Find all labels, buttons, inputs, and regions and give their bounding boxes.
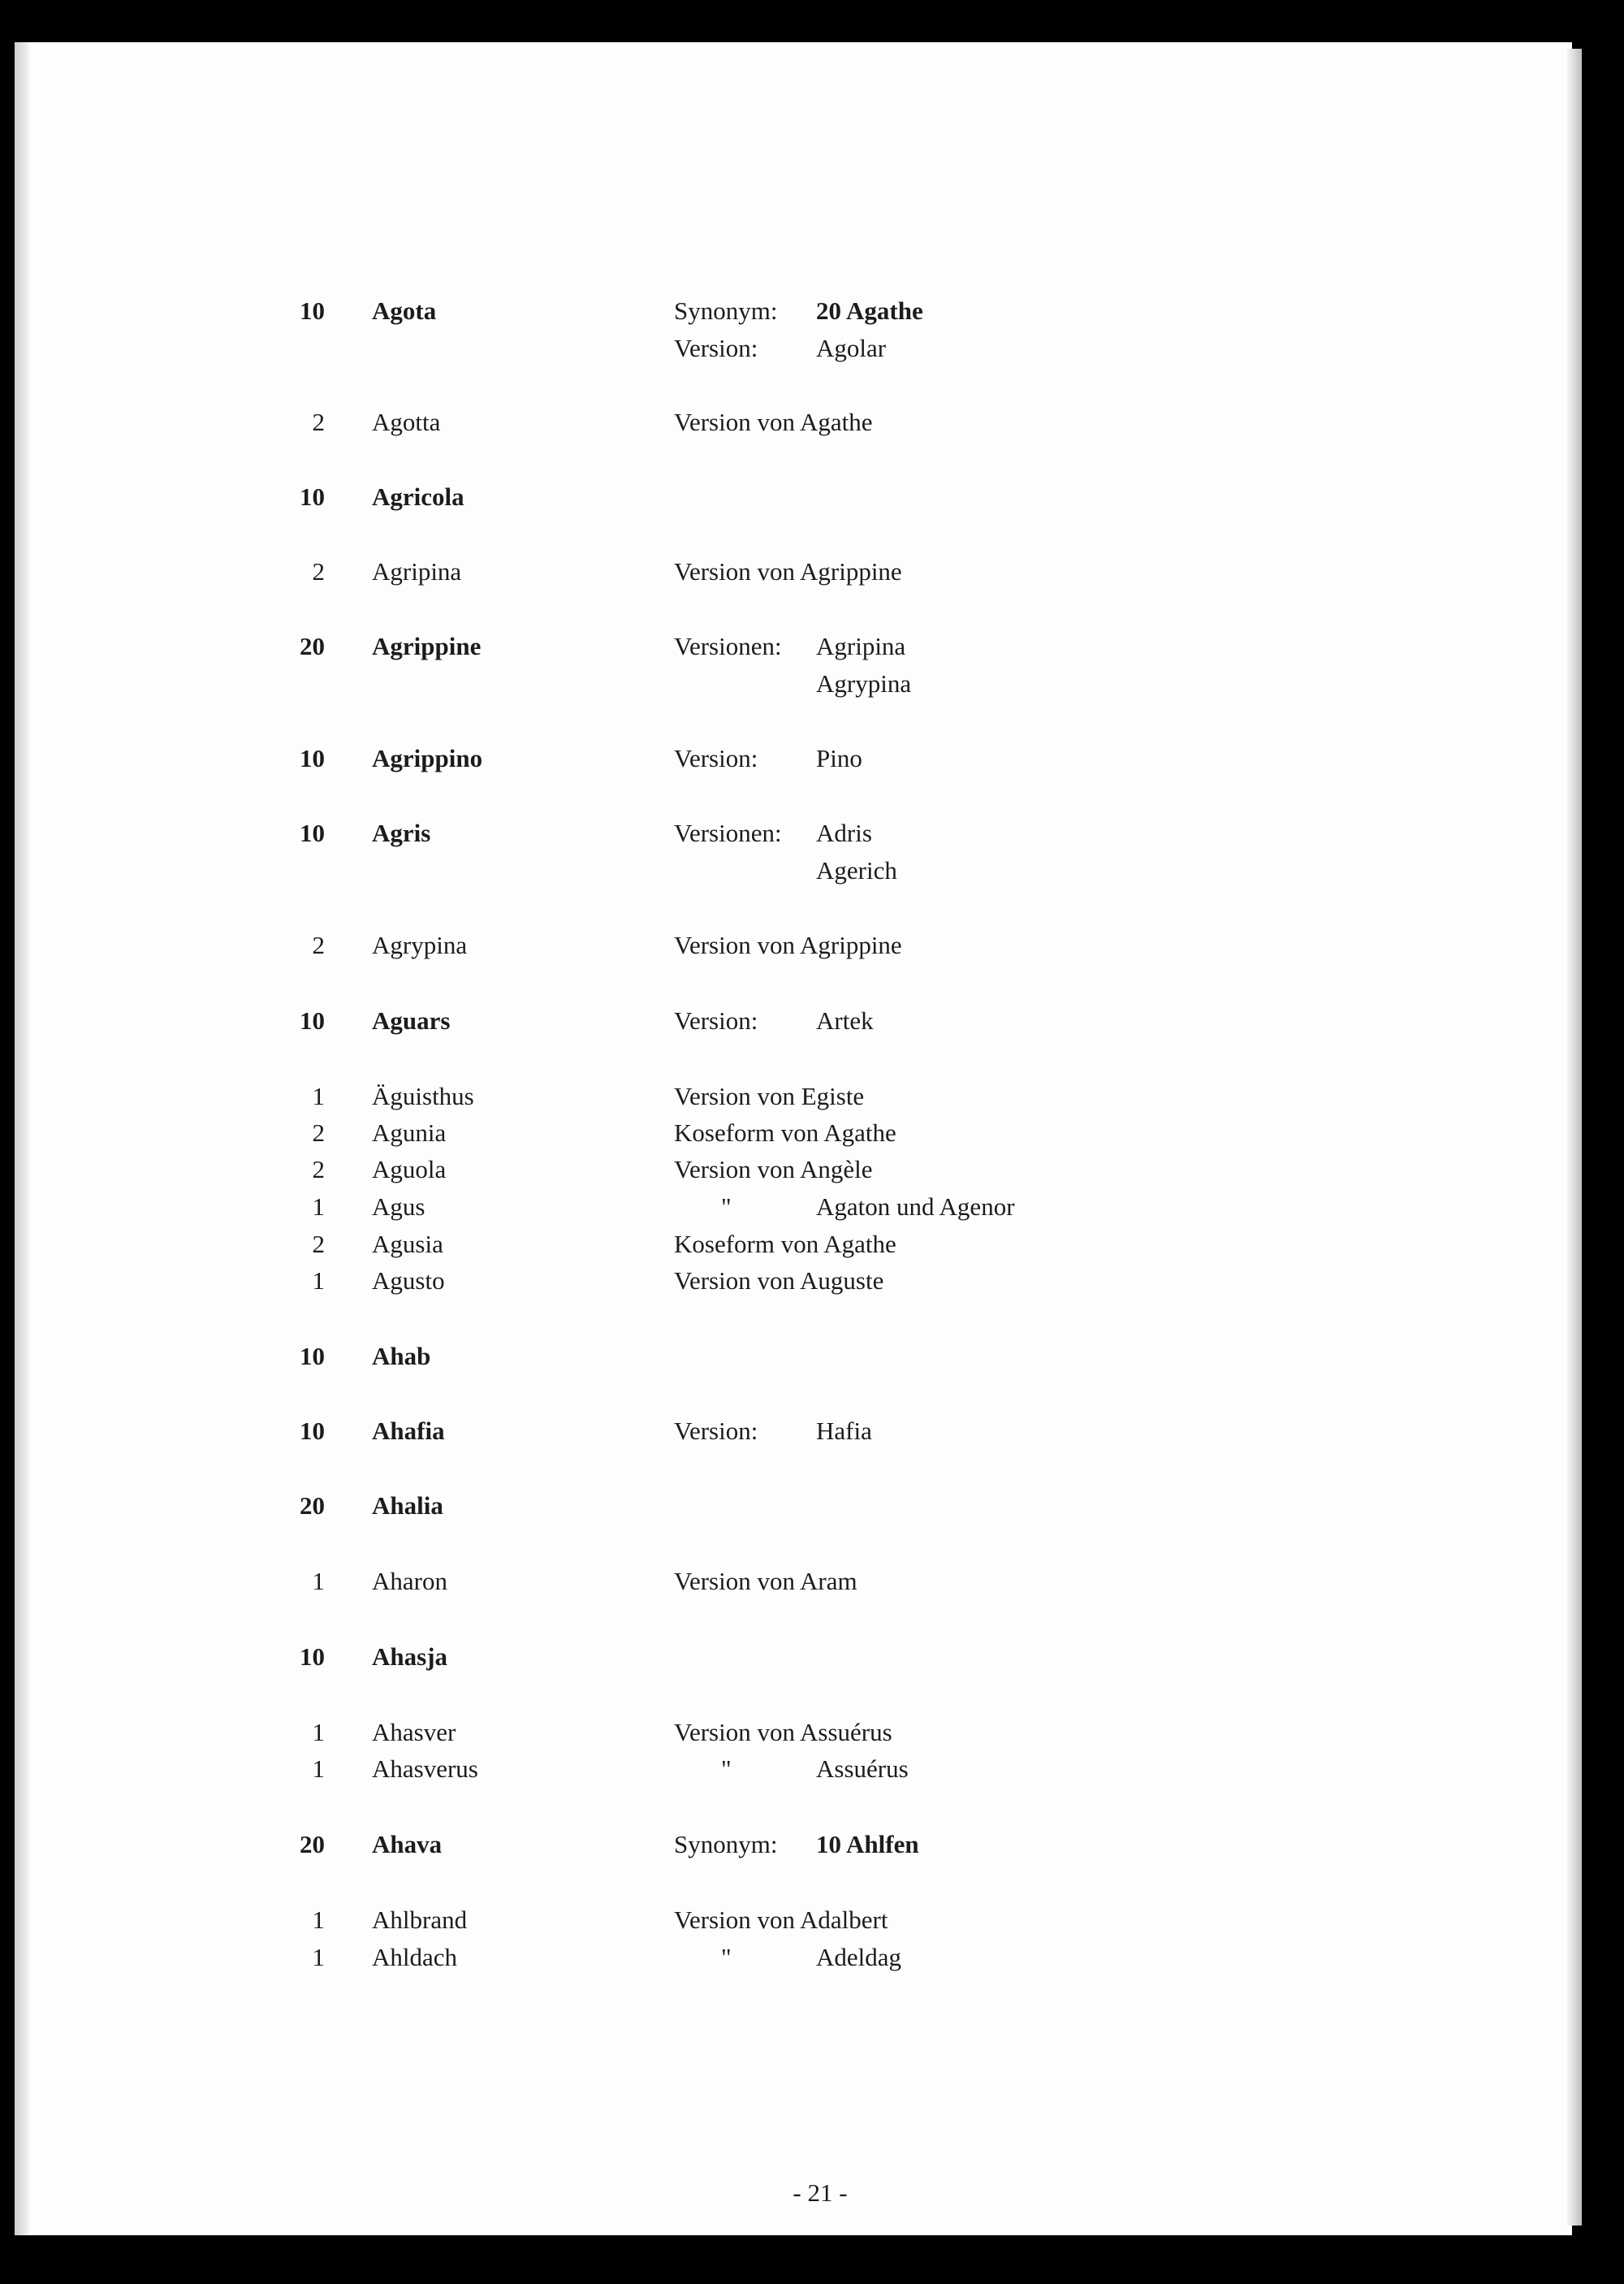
- name-entry: Aharon: [372, 1567, 447, 1595]
- variant-label: ": [721, 1943, 732, 1971]
- name-entry: Ahasver: [372, 1718, 456, 1746]
- variant-label: Version:: [674, 334, 758, 362]
- variant-line: [0, 1714, 1624, 1751]
- name-frequency: 2: [312, 1155, 325, 1183]
- list-item: [0, 1638, 1624, 1676]
- name-entry: Aguars: [372, 1006, 451, 1035]
- name-entry: Agrippino: [372, 744, 483, 772]
- name-entry: Ahlbrand: [372, 1905, 468, 1934]
- variant-label: Version:: [674, 1006, 758, 1035]
- name-frequency: 1: [312, 1082, 325, 1110]
- name-frequency: 20: [300, 1830, 325, 1858]
- name-entry: Agripina: [372, 557, 462, 586]
- name-frequency: 2: [312, 1230, 325, 1258]
- page-number: - 21 -: [793, 2178, 848, 2207]
- variant-line: [0, 1750, 1624, 1788]
- name-frequency: 2: [312, 408, 325, 436]
- name-frequency: 1: [312, 1567, 325, 1595]
- variant-line: [0, 1412, 1624, 1450]
- name-frequency: 1: [312, 1192, 325, 1221]
- variant-label: Synonym:: [674, 1830, 778, 1858]
- variant-value: Assuérus: [816, 1754, 909, 1783]
- variant-line: [0, 1151, 1624, 1188]
- name-entry: Ahafia: [372, 1417, 445, 1445]
- name-entry: Agusto: [372, 1266, 445, 1295]
- variant-line: [0, 553, 1624, 590]
- name-frequency: 2: [312, 557, 325, 586]
- name-frequency: 10: [300, 296, 325, 325]
- variant-line: [0, 1114, 1624, 1152]
- name-frequency: 1: [312, 1754, 325, 1783]
- name-entry: Agusia: [372, 1230, 443, 1258]
- name-entry: Ahab: [372, 1342, 431, 1370]
- name-entry: Ahasverus: [372, 1754, 478, 1783]
- variant-label: Version:: [674, 1417, 758, 1445]
- variant-value: 20 Agathe: [816, 296, 923, 325]
- variant-value: Agolar: [816, 334, 887, 362]
- variant-line: [0, 1826, 1624, 1863]
- variant-label: Versionen:: [674, 819, 782, 847]
- name-entry: Agunia: [372, 1118, 447, 1147]
- name-entry: Ahalia: [372, 1491, 443, 1520]
- variant-label: Version:: [674, 744, 758, 772]
- name-frequency: 20: [300, 1491, 325, 1520]
- name-entry: Äguisthus: [372, 1082, 474, 1110]
- variant-line: [0, 1939, 1624, 1976]
- variant-value: Adris: [816, 819, 872, 847]
- variant-value: 10 Ahlfen: [816, 1830, 919, 1858]
- variant-label: Version von Agrippine: [674, 931, 902, 959]
- variant-value: Artek: [816, 1006, 874, 1035]
- variant-value: Agerich: [816, 856, 897, 885]
- name-entry: Agris: [372, 819, 431, 847]
- variant-label: Version von Aram: [674, 1567, 857, 1595]
- variant-line: [0, 628, 1624, 665]
- name-entry: Agotta: [372, 408, 441, 436]
- variant-label: Koseform von Agathe: [674, 1118, 896, 1147]
- name-frequency: 10: [300, 1417, 325, 1445]
- variant-label: ": [721, 1754, 732, 1783]
- name-frequency: 2: [312, 1118, 325, 1147]
- name-frequency: 1: [312, 1266, 325, 1295]
- name-entry: Agrippine: [372, 632, 482, 660]
- variant-value: Agrypina: [816, 669, 912, 698]
- variant-label: Version von Adalbert: [674, 1905, 888, 1934]
- list-item: [0, 478, 1624, 516]
- name-frequency: 20: [300, 632, 325, 660]
- variant-value: Hafia: [816, 1417, 872, 1445]
- variant-label: Koseform von Agathe: [674, 1230, 896, 1258]
- variant-label: Version von Auguste: [674, 1266, 884, 1295]
- variant-line: [0, 1262, 1624, 1300]
- variant-line: [0, 1226, 1624, 1263]
- variant-label: Version von Angèle: [674, 1155, 873, 1183]
- name-frequency: 2: [312, 931, 325, 959]
- name-frequency: 10: [300, 1642, 325, 1671]
- variant-label: Versionen:: [674, 632, 782, 660]
- name-entry: Agota: [372, 296, 437, 325]
- name-frequency: 10: [300, 482, 325, 511]
- name-frequency: 10: [300, 1342, 325, 1370]
- name-frequency: 10: [300, 1006, 325, 1035]
- name-entry: Ahava: [372, 1830, 443, 1858]
- name-entry: Agricola: [372, 482, 464, 511]
- variant-line: [0, 815, 1624, 852]
- variant-line: [0, 292, 1624, 330]
- variant-label: Version von Egiste: [674, 1082, 865, 1110]
- name-frequency: 1: [312, 1905, 325, 1934]
- variant-line: [0, 852, 1624, 889]
- name-entry: Ahasja: [372, 1642, 448, 1671]
- variant-value: Agripina: [816, 632, 906, 660]
- variant-label: Synonym:: [674, 296, 778, 325]
- name-entry: Ahldach: [372, 1943, 458, 1971]
- name-entry: Agus: [372, 1192, 425, 1221]
- variant-label: Version von Assuérus: [674, 1718, 892, 1746]
- variant-label: Version von Agrippine: [674, 557, 902, 586]
- variant-label: ": [721, 1192, 732, 1221]
- name-frequency: 10: [300, 744, 325, 772]
- variant-value: Agaton und Agenor: [816, 1192, 1015, 1221]
- name-frequency: 10: [300, 819, 325, 847]
- name-frequency: 1: [312, 1718, 325, 1746]
- variant-line: [0, 330, 1624, 367]
- variant-line: [0, 1188, 1624, 1226]
- variant-label: Version von Agathe: [674, 408, 873, 436]
- list-item: [0, 1338, 1624, 1375]
- variant-value: Adeldag: [816, 1943, 902, 1971]
- name-entry: Aguola: [372, 1155, 447, 1183]
- variant-line: [0, 1002, 1624, 1040]
- list-item: [0, 1487, 1624, 1525]
- variant-value: Pino: [816, 744, 862, 772]
- variant-line: [0, 1901, 1624, 1939]
- variant-line: [0, 404, 1624, 441]
- name-frequency: 1: [312, 1943, 325, 1971]
- variant-line: [0, 740, 1624, 777]
- variant-line: [0, 665, 1624, 703]
- variant-line: [0, 1078, 1624, 1115]
- name-entry: Agrypina: [372, 931, 468, 959]
- variant-line: [0, 1563, 1624, 1600]
- variant-line: [0, 927, 1624, 964]
